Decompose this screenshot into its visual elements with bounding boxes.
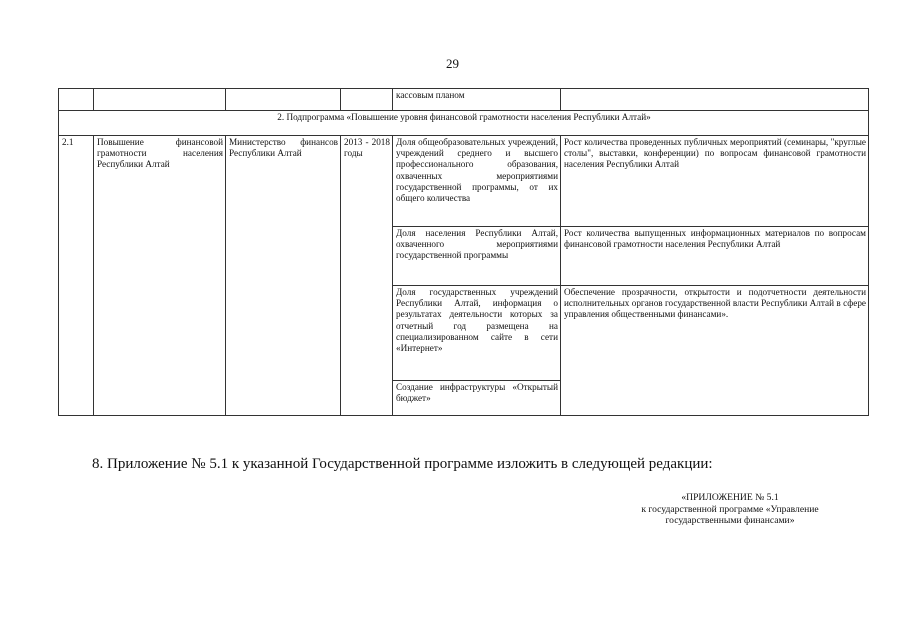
table-row (59, 136, 869, 227)
table-cell (59, 89, 94, 111)
appendix-header (560, 492, 900, 527)
subprogram-row (59, 111, 869, 136)
measure-name: Повышение финансовой грамотности населения Республики Алтай (94, 136, 226, 416)
program-measures-table (58, 88, 869, 416)
table-cell (341, 89, 393, 111)
executor: Министерство финансов Республики Алтай (226, 136, 341, 416)
indicator-cell: Доля государственных учреждений Республики Алтай, информация о результатах деятельности которых за отчетный год размещена на специализированном сайте в сети «Интернет» (393, 286, 561, 381)
subprogram-title: 2. Подпрограмма «Повышение уровня финансовой грамотности населения Республики Алтай» (59, 111, 869, 136)
result-cell: Обеспечение прозрачности, открытости и подотчетности деятельности исполнительных органов государственной власти Республики Алтай в сфере управления общественными финансами». (561, 286, 869, 416)
table-cell (226, 89, 341, 111)
table-cell: кассовым планом (393, 89, 561, 111)
appendix-subtitle: государственными финансами» (665, 515, 795, 526)
table-cell (561, 89, 869, 111)
period: 2013 - 2018 годы (341, 136, 393, 416)
amendment-paragraph: 8. Приложение № 5.1 к указанной Государственной программе изложить в следующей редакции: (92, 456, 713, 472)
indicator-cell: Создание инфраструктуры «Открытый бюджет» (393, 381, 561, 416)
appendix-title: «ПРИЛОЖЕНИЕ № 5.1 (681, 492, 779, 503)
appendix-subtitle: к государственной программе «Управление (641, 503, 819, 515)
indicator-cell: Доля населения Республики Алтай, охваченного мероприятиями государственной программы (393, 227, 561, 286)
table-cell (94, 89, 226, 111)
result-cell: Рост количества выпущенных информационных материалов по вопросам финансовой грамотности населения Республики Алтай (561, 227, 869, 286)
result-cell: Рост количества проведенных публичных мероприятий (семинары, "круглые столы", выставки, конференции) по вопросам финансовой грамотности населения Республики Алтай (561, 136, 869, 227)
row-number: 2.1 (59, 136, 94, 416)
indicator-cell: Доля общеобразовательных учреждений, учреждений среднего и высшего профессионального образования, охваченных мероприятиями государственной программы, от их общего количества (393, 136, 561, 227)
page-number: 29 (446, 56, 459, 71)
table-row (59, 89, 869, 111)
